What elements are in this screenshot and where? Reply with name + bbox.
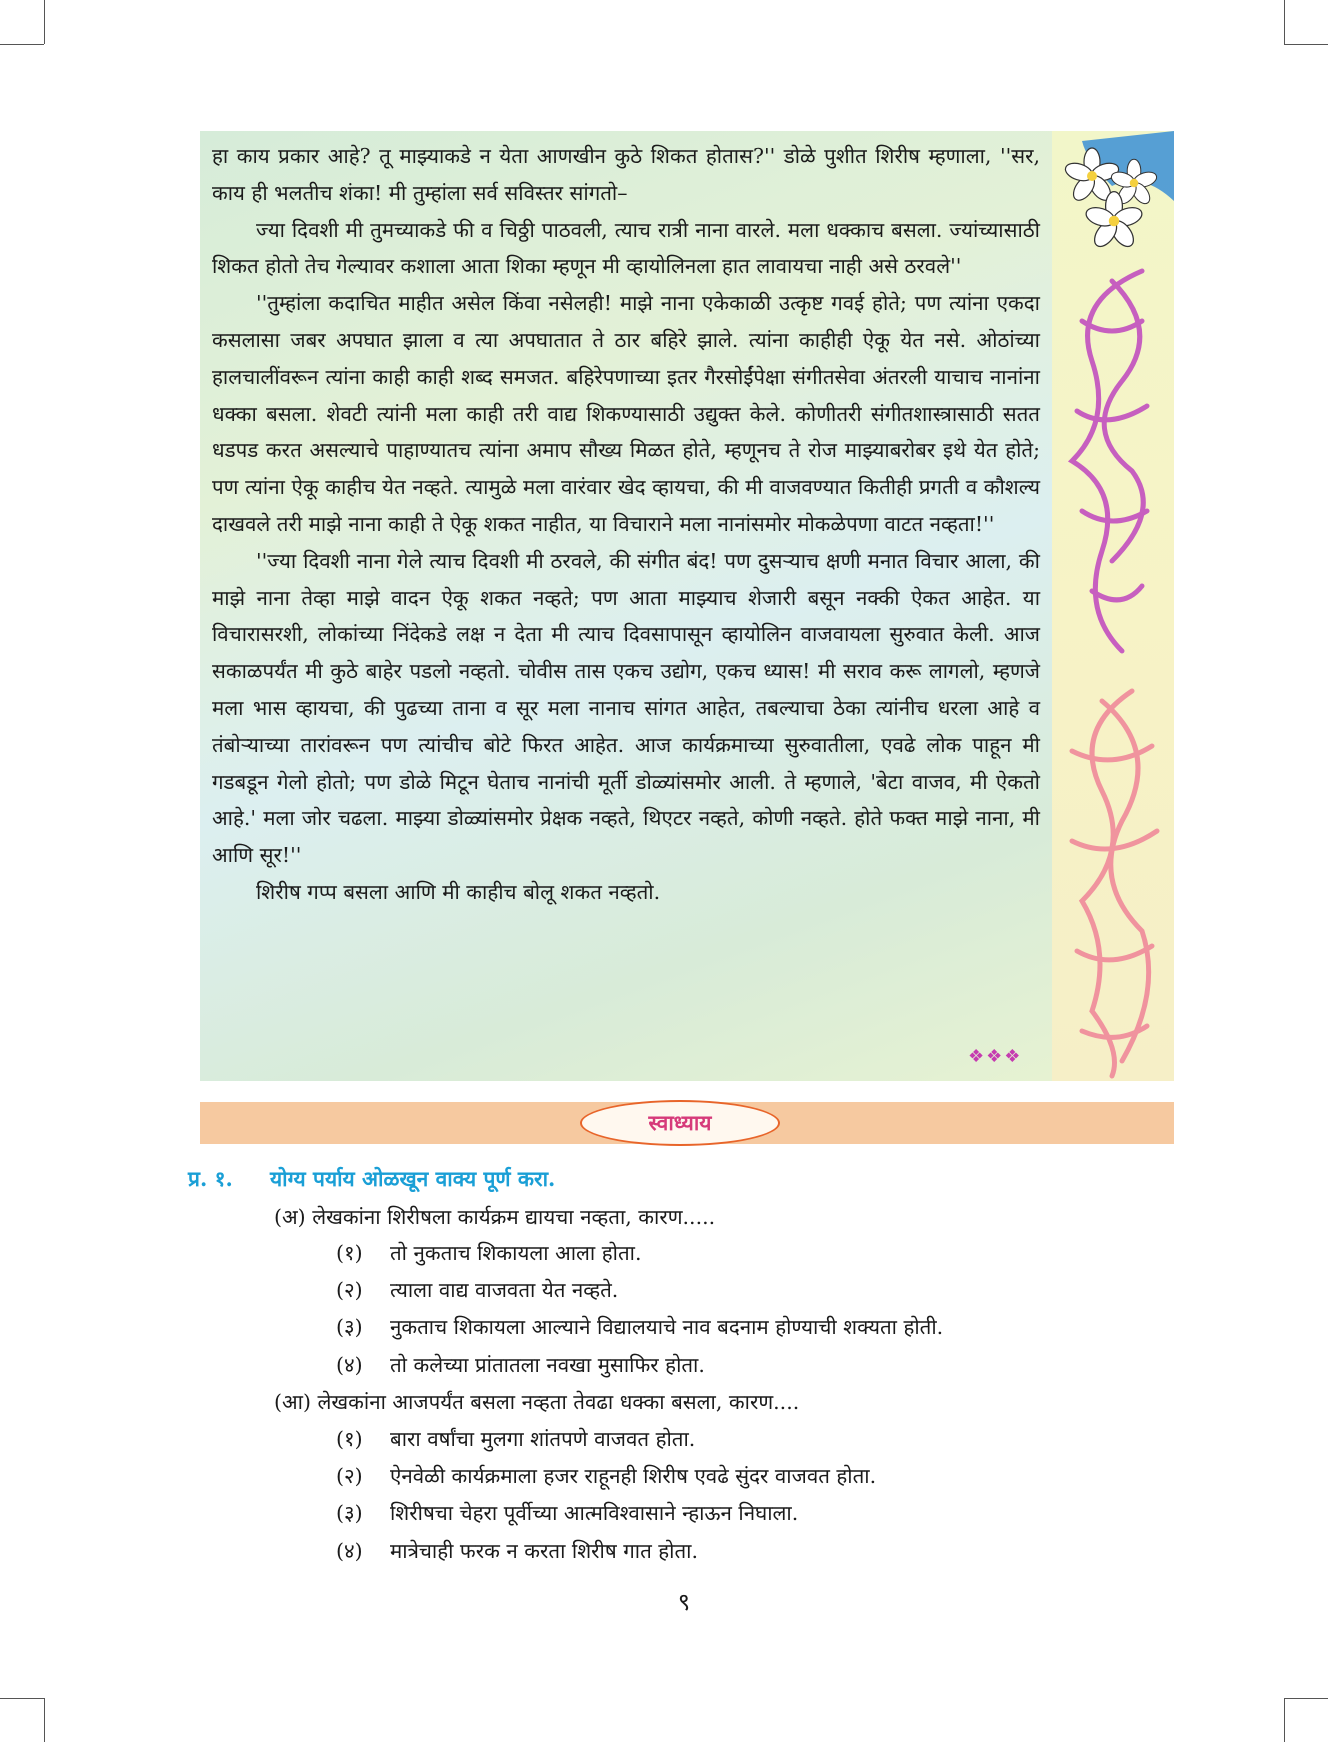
calligraphic-flourish-icon — [1072, 691, 1157, 1076]
story-text — [212, 138, 1040, 911]
story-paragraph: ''ज्या दिवशी नाना गेले त्याच दिवशी मी ठरवले, की संगीत बंद! पण दुसऱ्याच क्षणी मनात विचार आला, की माझे नाना तेव्हा माझे वादन ऐकू शकत नव्हते; पण आता माझ्याच शेजारी बसून नक्की ऐकत आहेत. या विचारासरशी, लोकांच्या निंदेकडे लक्ष न देता मी त्याच दिवसापासून व्हायोलिन वाजवायला सुरुवात केली. आज सकाळपर्यंत मी कुठे बाहेर पडलो नव्हतो. चोवीस तास एकच उद्योग, एकच ध्यास! मी सराव करू लागलो, म्हणजे मला भास व्हायचा, की पुढच्या ताना व सूर मला नानाच सांगत आहेत, तबल्याचा ठेका त्यांनीच धरला आहे व तंबोऱ्याच्या तारांवरून पण त्यांचीच बोटे फिरत आहेत. आज कार्यक्रमाच्या सुरुवातीला, एवढे लोक पाहून मी गडबडून गेलो होतो; पण डोळे मिटून घेताच नानांची मूर्ती डोळ्यांसमोर आली. ते म्हणाले, 'बेटा वाजव, मी ऐकतो आहे.' मला जोर चढला. माझ्या डोळ्यांसमोर प्रेक्षक नव्हते, थिएटर नव्हते, कोणी नव्हते. होते फक्त माझे नाना, मी आणि सूर!'' — [212, 548, 1040, 868]
crop-mark — [1284, 1698, 1328, 1699]
part-label: (अ) — [274, 1205, 306, 1229]
option-item — [336, 1312, 943, 1342]
question-number: प्र. १. — [188, 1166, 233, 1191]
option-text: शिरीषचा चेहरा पूर्वीच्या आत्मविश्वासाने न्हाऊन निघाला. — [390, 1501, 799, 1525]
crop-mark — [1284, 44, 1328, 45]
option-item — [336, 1461, 876, 1491]
option-text: तो कलेच्या प्रांतातला नवखा मुसाफिर होता. — [390, 1353, 705, 1377]
option-item — [336, 1536, 698, 1566]
part-label: (आ) — [274, 1390, 311, 1414]
crop-mark — [0, 44, 44, 45]
option-item — [336, 1498, 798, 1528]
option-text: बारा वर्षांचा मुलगा शांतपणे वाजवत होता. — [390, 1427, 696, 1451]
question-heading — [188, 1164, 555, 1194]
option-number: (२) — [336, 1464, 363, 1488]
option-number: (३) — [336, 1315, 363, 1339]
option-text: नुकताच शिकायला आल्याने विद्यालयाचे नाव बदनाम होण्याची शक्यता होती. — [390, 1315, 944, 1339]
story-paragraph: शिरीष गप्प बसला आणि मी काहीच बोलू शकत नव्हतो. — [256, 879, 661, 904]
part-text: लेखकांना आजपर्यंत बसला नव्हता तेवढा धक्का बसला, कारण.... — [317, 1390, 800, 1414]
decorative-side-strip — [1052, 131, 1174, 1081]
story-paragraph: ''तुम्हांला कदाचित माहीत असेल किंवा नसेलही! माझे नाना एकेकाळी उत्कृष्ट गवई होते; पण त्यांना एकदा कसलासा जबर अपघात झाला व त्या अपघातात ते ठार बहिरे झाले. त्यांना काहीही ऐकू येत नसे. ओठांच्या हालचालींवरून त्यांना काही काही शब्द समजत. बहिरेपणाच्या इतर गैरसोईंपेक्षा संगीतसेवा अंतरली याचाच नानांना धक्का बसला. शेवटी त्यांनी मला काही तरी वाद्य शिकण्यासाठी उद्युक्त केले. कोणीतरी संगीतशास्त्रासाठी सतत धडपड करत असल्याचे पाहाण्यातच त्यांना अमाप सौख्य मिळत होते, म्हणूनच ते रोज माझ्याबरोबर इथे येत होते; पण त्यांना ऐकू काहीच येत नव्हते. त्यामुळे मला वारंवार खेद व्हायचा, की मी वाजवण्यात कितीही प्रगती व कौशल्य दाखवले तरी माझे नाना काही ते ऐकू शकत नाहीत, या विचाराने मला नानांसमोर मोकळेपणा वाटत नव्हता!'' — [212, 291, 1040, 536]
option-number: (१) — [336, 1427, 363, 1451]
side-strip-art — [1052, 131, 1174, 1081]
option-number: (१) — [336, 1241, 363, 1265]
option-text: ऐनवेळी कार्यक्रमाला हजर राहूनही शिरीष एवढे सुंदर वाजवत होता. — [390, 1464, 877, 1488]
option-item — [336, 1350, 705, 1380]
crop-mark — [0, 1698, 44, 1699]
crop-mark — [44, 0, 45, 44]
option-text: मात्रेचाही फरक न करता शिरीष गात होता. — [390, 1539, 698, 1563]
story-paragraph: हा काय प्रकार आहे? तू माझ्याकडे न येता आणखीन कुठे शिकत होतास?'' डोळे पुशीत शिरीष म्हणाला, ''सर, काय ही भलतीच शंका! मी तुम्हांला सर्व सविस्तर सांगतो– — [212, 144, 1040, 205]
calligraphic-flourish-icon — [1072, 271, 1147, 651]
question-part — [274, 1387, 799, 1417]
option-item — [336, 1275, 618, 1305]
question-part — [274, 1202, 715, 1232]
crop-mark — [44, 1698, 45, 1742]
option-number: (४) — [336, 1539, 363, 1563]
option-text: तो नुकताच शिकायला आला होता. — [390, 1241, 642, 1265]
crop-mark — [1284, 1698, 1285, 1742]
exercise-title: स्वाध्याय — [580, 1100, 780, 1146]
end-mark: ❖❖❖ — [968, 1046, 1023, 1067]
option-item — [336, 1238, 641, 1268]
story-paragraph: ज्या दिवशी मी तुमच्याकडे फी व चिठ्ठी पाठवली, त्याच रात्री नाना वारले. मला धक्काच बसला. ज्यांच्यासाठी शिकत होतो तेच गेल्यावर कशाला आता शिका म्हणून मी व्हायोलिनला हात लावायचा नाही असे ठरवले'' — [212, 217, 1040, 279]
option-item — [336, 1424, 695, 1454]
question-text: योग्य पर्याय ओळखून वाक्य पूर्ण करा. — [270, 1166, 556, 1191]
option-text: त्याला वाद्य वाजवता येत नव्हते. — [390, 1278, 619, 1302]
option-number: (२) — [336, 1278, 363, 1302]
option-number: (३) — [336, 1501, 363, 1525]
part-text: लेखकांना शिरीषला कार्यक्रम द्यायचा नव्हता, कारण..... — [312, 1205, 716, 1229]
crop-mark — [1284, 0, 1285, 44]
option-number: (४) — [336, 1353, 363, 1377]
page-number: ९ — [677, 1588, 691, 1616]
